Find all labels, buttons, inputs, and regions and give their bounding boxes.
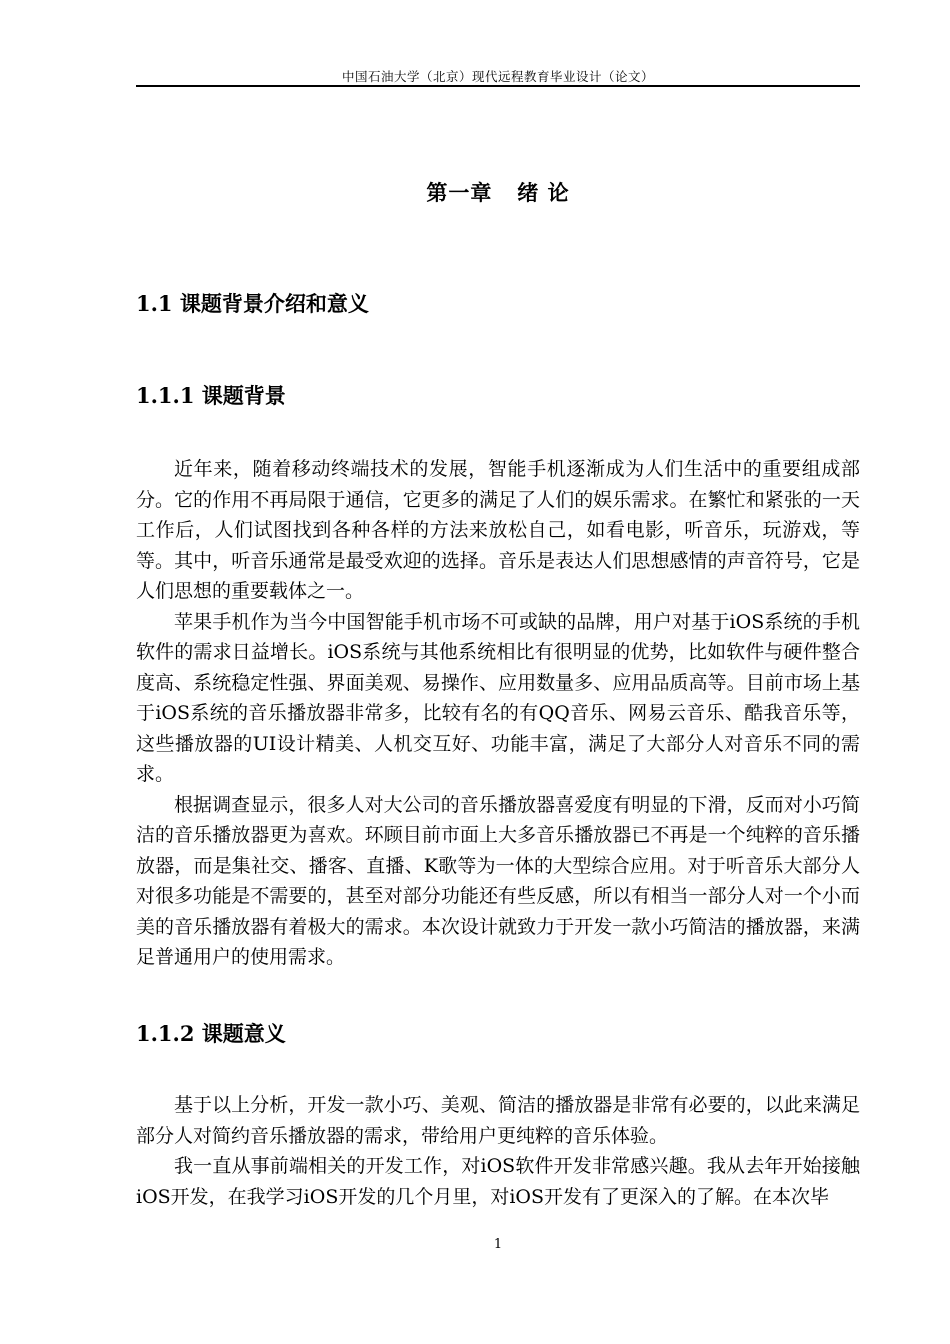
- header-rule: [136, 85, 860, 87]
- paragraph: 我一直从事前端相关的开发工作，对iOS软件开发非常感兴趣。我从去年开始接触iOS开发，在我学习iOS开发的几个月里，对iOS开发有了更深入的了解。在本次毕: [136, 1155, 860, 1208]
- paragraph: 基于以上分析，开发一款小巧、美观、简洁的播放器是非常有必要的，以此来满足部分人对简约音乐播放器的需求，带给用户更纯粹的音乐体验。: [136, 1094, 860, 1147]
- paragraph: 根据调查显示，很多人对大公司的音乐播放器喜爱度有明显的下滑，反而对小巧简洁的音乐播放器更为喜欢。环顾目前市面上大多音乐播放器已不再是一个纯粹的音乐播放器，而是集社交、播客、直播、K歌等为一体的大型综合应用。对于听音乐大部分人对很多功能是不需要的，甚至对部分功能还有些反感，所以有相当一部分人对一个小而美的音乐播放器有着极大的需求。本次设计就致力于开发一款小巧简洁的播放器，来满足普通用户的使用需求。: [136, 793, 860, 968]
- section-1-1-2-body: [136, 1090, 860, 1212]
- section-heading-1-1-2: 1.1.2 课题意义: [136, 1021, 286, 1046]
- section-1-1-1-body: [136, 454, 860, 973]
- running-header: 中国石油大学（北京）现代远程教育毕业设计（论文）: [341, 69, 654, 84]
- paragraph: 苹果手机作为当今中国智能手机市场不可或缺的品牌，用户对基于iOS系统的手机软件的需求日益增长。iOS系统与其他系统相比有很明显的优势，比如软件与硬件整合度高、系统稳定性强、界面美观、易操作、应用数量多、应用品质高等。目前市场上基于iOS系统的音乐播放器非常多，比较有名的有QQ音乐、网易云音乐、酷我音乐等，这些播放器的UI设计精美、人机交互好、功能丰富，满足了大部分人对音乐不同的需求。: [136, 610, 860, 785]
- paragraph: 近年来，随着移动终端技术的发展，智能手机逐渐成为人们生活中的重要组成部分。它的作用不再局限于通信，它更多的满足了人们的娱乐需求。在繁忙和紧张的一天工作后，人们试图找到各种各样的方法来放松自己，如看电影，听音乐，玩游戏，等等。其中，听音乐通常是最受欢迎的选择。音乐是表达人们思想感情的声音符号，它是人们思想的重要载体之一。: [136, 458, 860, 602]
- chapter-title: 第一章 绪 论: [426, 180, 570, 205]
- section-heading-1-1: 1.1 课题背景介绍和意义: [136, 291, 369, 316]
- section-heading-1-1-1: 1.1.1 课题背景: [136, 383, 286, 408]
- page-number: 1: [493, 1237, 503, 1252]
